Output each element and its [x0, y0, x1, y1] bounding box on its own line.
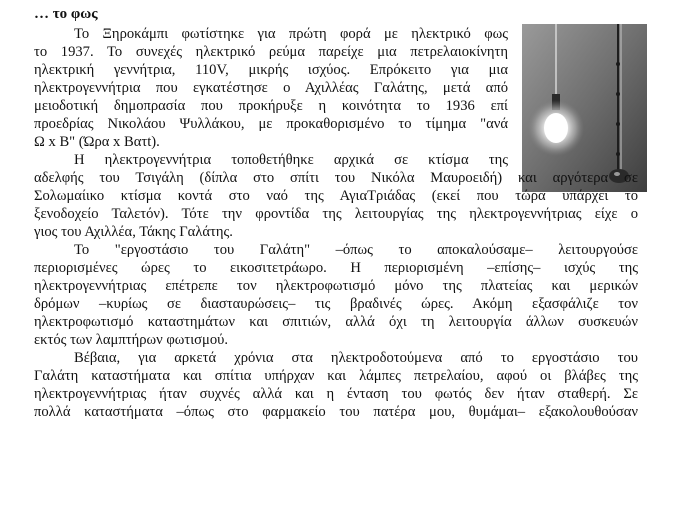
text-line: Το Ξηροκάμπι φωτίστηκε για πρώτη φορά με ηλεκτρικό φως	[74, 26, 508, 42]
text-line: εκτός των λαμπτήρων φωτισμού.	[34, 332, 229, 348]
text-line: πολλά καταστήματα –όπως στο φαρμακείο του πατέρα μου, θυμάμαι– εξακολουθούσαν	[34, 404, 638, 420]
text-line: μειοδοτική δημοπρασία που προκήρυξε η κοινότητα το 1936 επί	[34, 98, 508, 114]
text-line: δρόμων –κυρίως σε διασταυρώσεις– τις βραδινές ώρες. Ακόμη εξασφάλιζε τον	[34, 296, 638, 312]
text-line: Το "εργοστάσιο του Γαλάτη" –όπως το αποκαλούσαμε– λειτουργούσε	[74, 242, 638, 258]
text-line: Σολωμαίικο κτίσμα κοντά στο ναό της ΑγιαΤριάδας (εκεί που τώρα υπάρχει το	[34, 188, 638, 204]
text-line: ηλεκτρογεννήτρια που εγκατέστησε ο Αχιλλέας Γαλάτης, μετά από	[34, 80, 508, 96]
text-line: Ω x Β" (Ώρα x Βατt).	[34, 134, 160, 150]
text-line: ηλεκτρογεννήτριας επέτρεπε τον ηλεκτροφωτισμό μόνο της πλατείας και μερικών	[34, 278, 638, 294]
text-line: το 1937. Το συνεχές ηλεκτρικό ρεύμα παρείχε μια πετρελαιοκίνητη	[34, 44, 508, 60]
light-bulb-photo	[522, 24, 647, 192]
text-line: αδελφής του Τσιγάλη (δίπλα στο σπίτι του Νικόλα Μαυροειδή) και αργότερα σε	[34, 170, 638, 186]
text-line: Γαλάτη καταστήματα και σπίτια υπήρχαν και λάμπες πετρελαίου, αφού οι βλάβες της	[34, 368, 638, 384]
text-line: περιορισμένες ώρες το εικοσιτετράωρο. Η περιορισμένη –επίσης– ισχύς της	[34, 260, 638, 276]
text-line: ηλεκτρική γεννήτρια, 110V, μικρής ισχύος. Επρόκειτο για μια	[34, 62, 508, 78]
text-line: ηλεκτροφωτισμό καταστημάτων και σπιτιών, αλλά όχι τη λειτουργία άλλων συσκευών	[34, 314, 638, 330]
text-line: γιος του Αχιλλέα, Τάκης Γαλάτης.	[34, 224, 233, 240]
text-line: ξενοδοχείο Ταλετόν). Τότε την φροντίδα της λειτουργίας της ηλεκτρογεννήτριας είχε ο	[34, 206, 638, 222]
section-heading: … το φως	[34, 6, 98, 22]
text-line: Η ηλεκτρογεννήτρια τοποθετήθηκε αρχικά σε κτίσμα της	[74, 152, 508, 168]
text-line: ηλεκτρογεννήτριας ήταν συχνές αλλά και η ένταση του φωτός δεν ήταν σταθερή. Σε	[34, 386, 638, 402]
text-line: προεδρίας Νικολάου Ψυλλάκου, με προκαθορισμένο το τίμημα "ανά	[34, 116, 508, 132]
text-line: Βέβαια, για αρκετά χρόνια στα ηλεκτροδοτούμενα από το εργοστάσιο του	[74, 350, 638, 366]
